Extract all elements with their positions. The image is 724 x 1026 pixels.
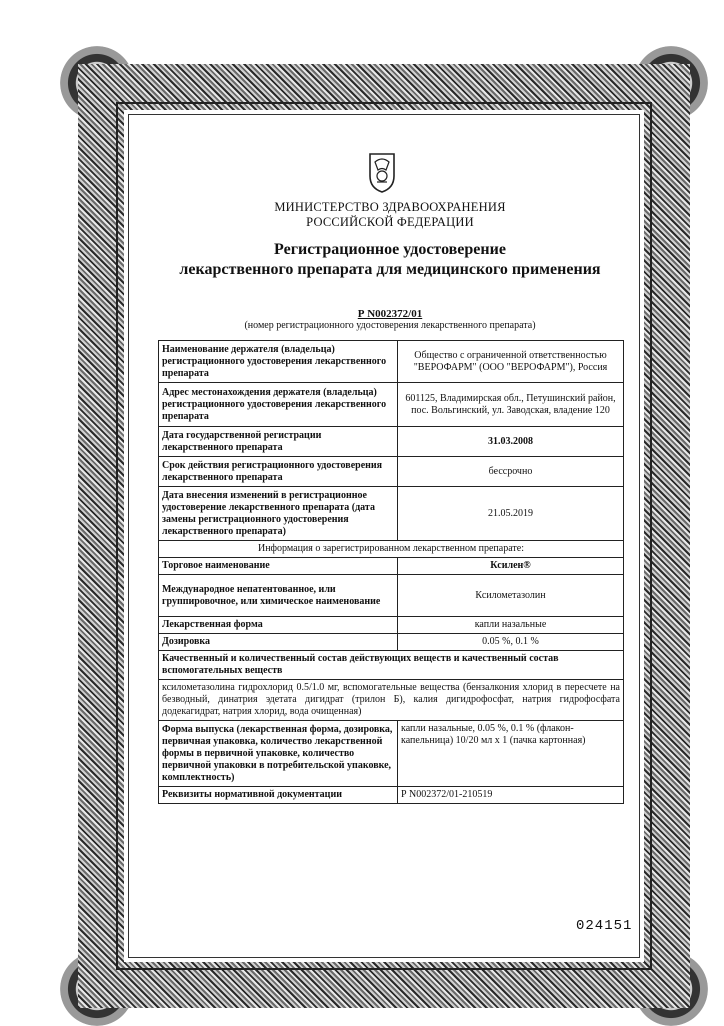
row-value: 601125, Владимирская обл., Петушинский район, пос. Вольгинский, ул. Заводская, владение 120 bbox=[398, 383, 624, 427]
row-value: Общество с ограниченной ответственностью "ВЕРОФАРМ" (ООО "ВЕРОФАРМ"), Россия bbox=[398, 341, 624, 383]
row-value: капли назальные bbox=[398, 617, 624, 634]
row-value: Р N002372/01-210519 bbox=[398, 787, 624, 804]
table-row bbox=[159, 383, 624, 427]
table-row bbox=[159, 617, 624, 634]
row-label: Торговое наименование bbox=[159, 558, 398, 575]
composition-text: ксилометазолина гидрохлорид 0.5/1.0 мг, вспомогательные вещества (бензалкония хлорид в пересчете на безводный, динатрия эдетата дигидрат (трилон Б), калия дигидрофосфат, натрия гидрофосфата додекагидрат, натрия хлорид, вода очищенная) bbox=[159, 680, 624, 721]
registration-number: Р N002372/01 bbox=[357, 308, 423, 320]
row-label: Реквизиты нормативной документации bbox=[159, 787, 398, 804]
row-value: Ксилен® bbox=[398, 558, 624, 575]
row-value: бессрочно bbox=[398, 457, 624, 487]
row-value: 31.03.2008 bbox=[398, 427, 624, 457]
row-label: Наименование держателя (владельца) регистрационного удостоверения лекарственного препарата bbox=[159, 341, 398, 383]
row-value: 0.05 %, 0.1 % bbox=[398, 634, 624, 651]
table-row bbox=[159, 575, 624, 617]
row-label: Дата государственной регистрации лекарственного препарата bbox=[159, 427, 398, 457]
table-row bbox=[159, 651, 624, 680]
row-label: Международное непатентованное, или группировочное, или химическое наименование bbox=[159, 575, 398, 617]
row-value: 21.05.2019 bbox=[398, 487, 624, 541]
table-row bbox=[159, 634, 624, 651]
row-label: Лекарственная форма bbox=[159, 617, 398, 634]
row-value: капли назальные, 0.05 %, 0.1 % (флакон-капельница) 10/20 мл х 1 (пачка картонная) bbox=[398, 721, 624, 787]
registration-number-caption: (номер регистрационного удостоверения лекарственного препарата) bbox=[244, 320, 536, 331]
coat-of-arms-icon bbox=[364, 150, 400, 194]
table-row bbox=[159, 457, 624, 487]
table-row bbox=[159, 558, 624, 575]
composition-heading: Качественный и количественный состав действующих веществ и качественный состав вспомогательных веществ bbox=[159, 651, 624, 680]
table-row bbox=[159, 680, 624, 721]
table-row bbox=[159, 341, 624, 383]
row-label: Дата внесения изменений в регистрационное удостоверение лекарственного препарата (дата замены регистрационного удостоверения лекарственного препарата) bbox=[159, 487, 398, 541]
row-label: Форма выпуска (лекарственная форма, дозировка, первичная упаковка, количество лекарственной формы в первичной упаковке, количество первичной упаковки в потребительской упаковке, комплектность) bbox=[159, 721, 398, 787]
table-row bbox=[159, 487, 624, 541]
row-label: Срок действия регистрационного удостоверения лекарственного препарата bbox=[159, 457, 398, 487]
info-heading: Информация о зарегистрированном лекарственном препарате: bbox=[159, 541, 624, 558]
row-label: Адрес местонахождения держателя (владельца) регистрационного удостоверения лекарственного препарата bbox=[159, 383, 398, 427]
serial-number: 024151 bbox=[576, 918, 633, 934]
certificate-table bbox=[158, 340, 624, 804]
row-label: Дозировка bbox=[159, 634, 398, 651]
table-row bbox=[159, 427, 624, 457]
table-row bbox=[159, 541, 624, 558]
document-title bbox=[160, 240, 620, 280]
table-row bbox=[159, 787, 624, 804]
ministry-line: РОССИЙСКОЙ ФЕДЕРАЦИИ bbox=[306, 215, 474, 229]
table-row bbox=[159, 721, 624, 787]
row-value: Ксилометазолин bbox=[398, 575, 624, 617]
ministry-name bbox=[160, 200, 620, 230]
ministry-line: МИНИСТЕРСТВО ЗДРАВООХРАНЕНИЯ bbox=[274, 200, 506, 214]
title-line: Регистрационное удостоверение bbox=[274, 241, 506, 258]
title-line: лекарственного препарата для медицинского применения bbox=[179, 261, 601, 278]
